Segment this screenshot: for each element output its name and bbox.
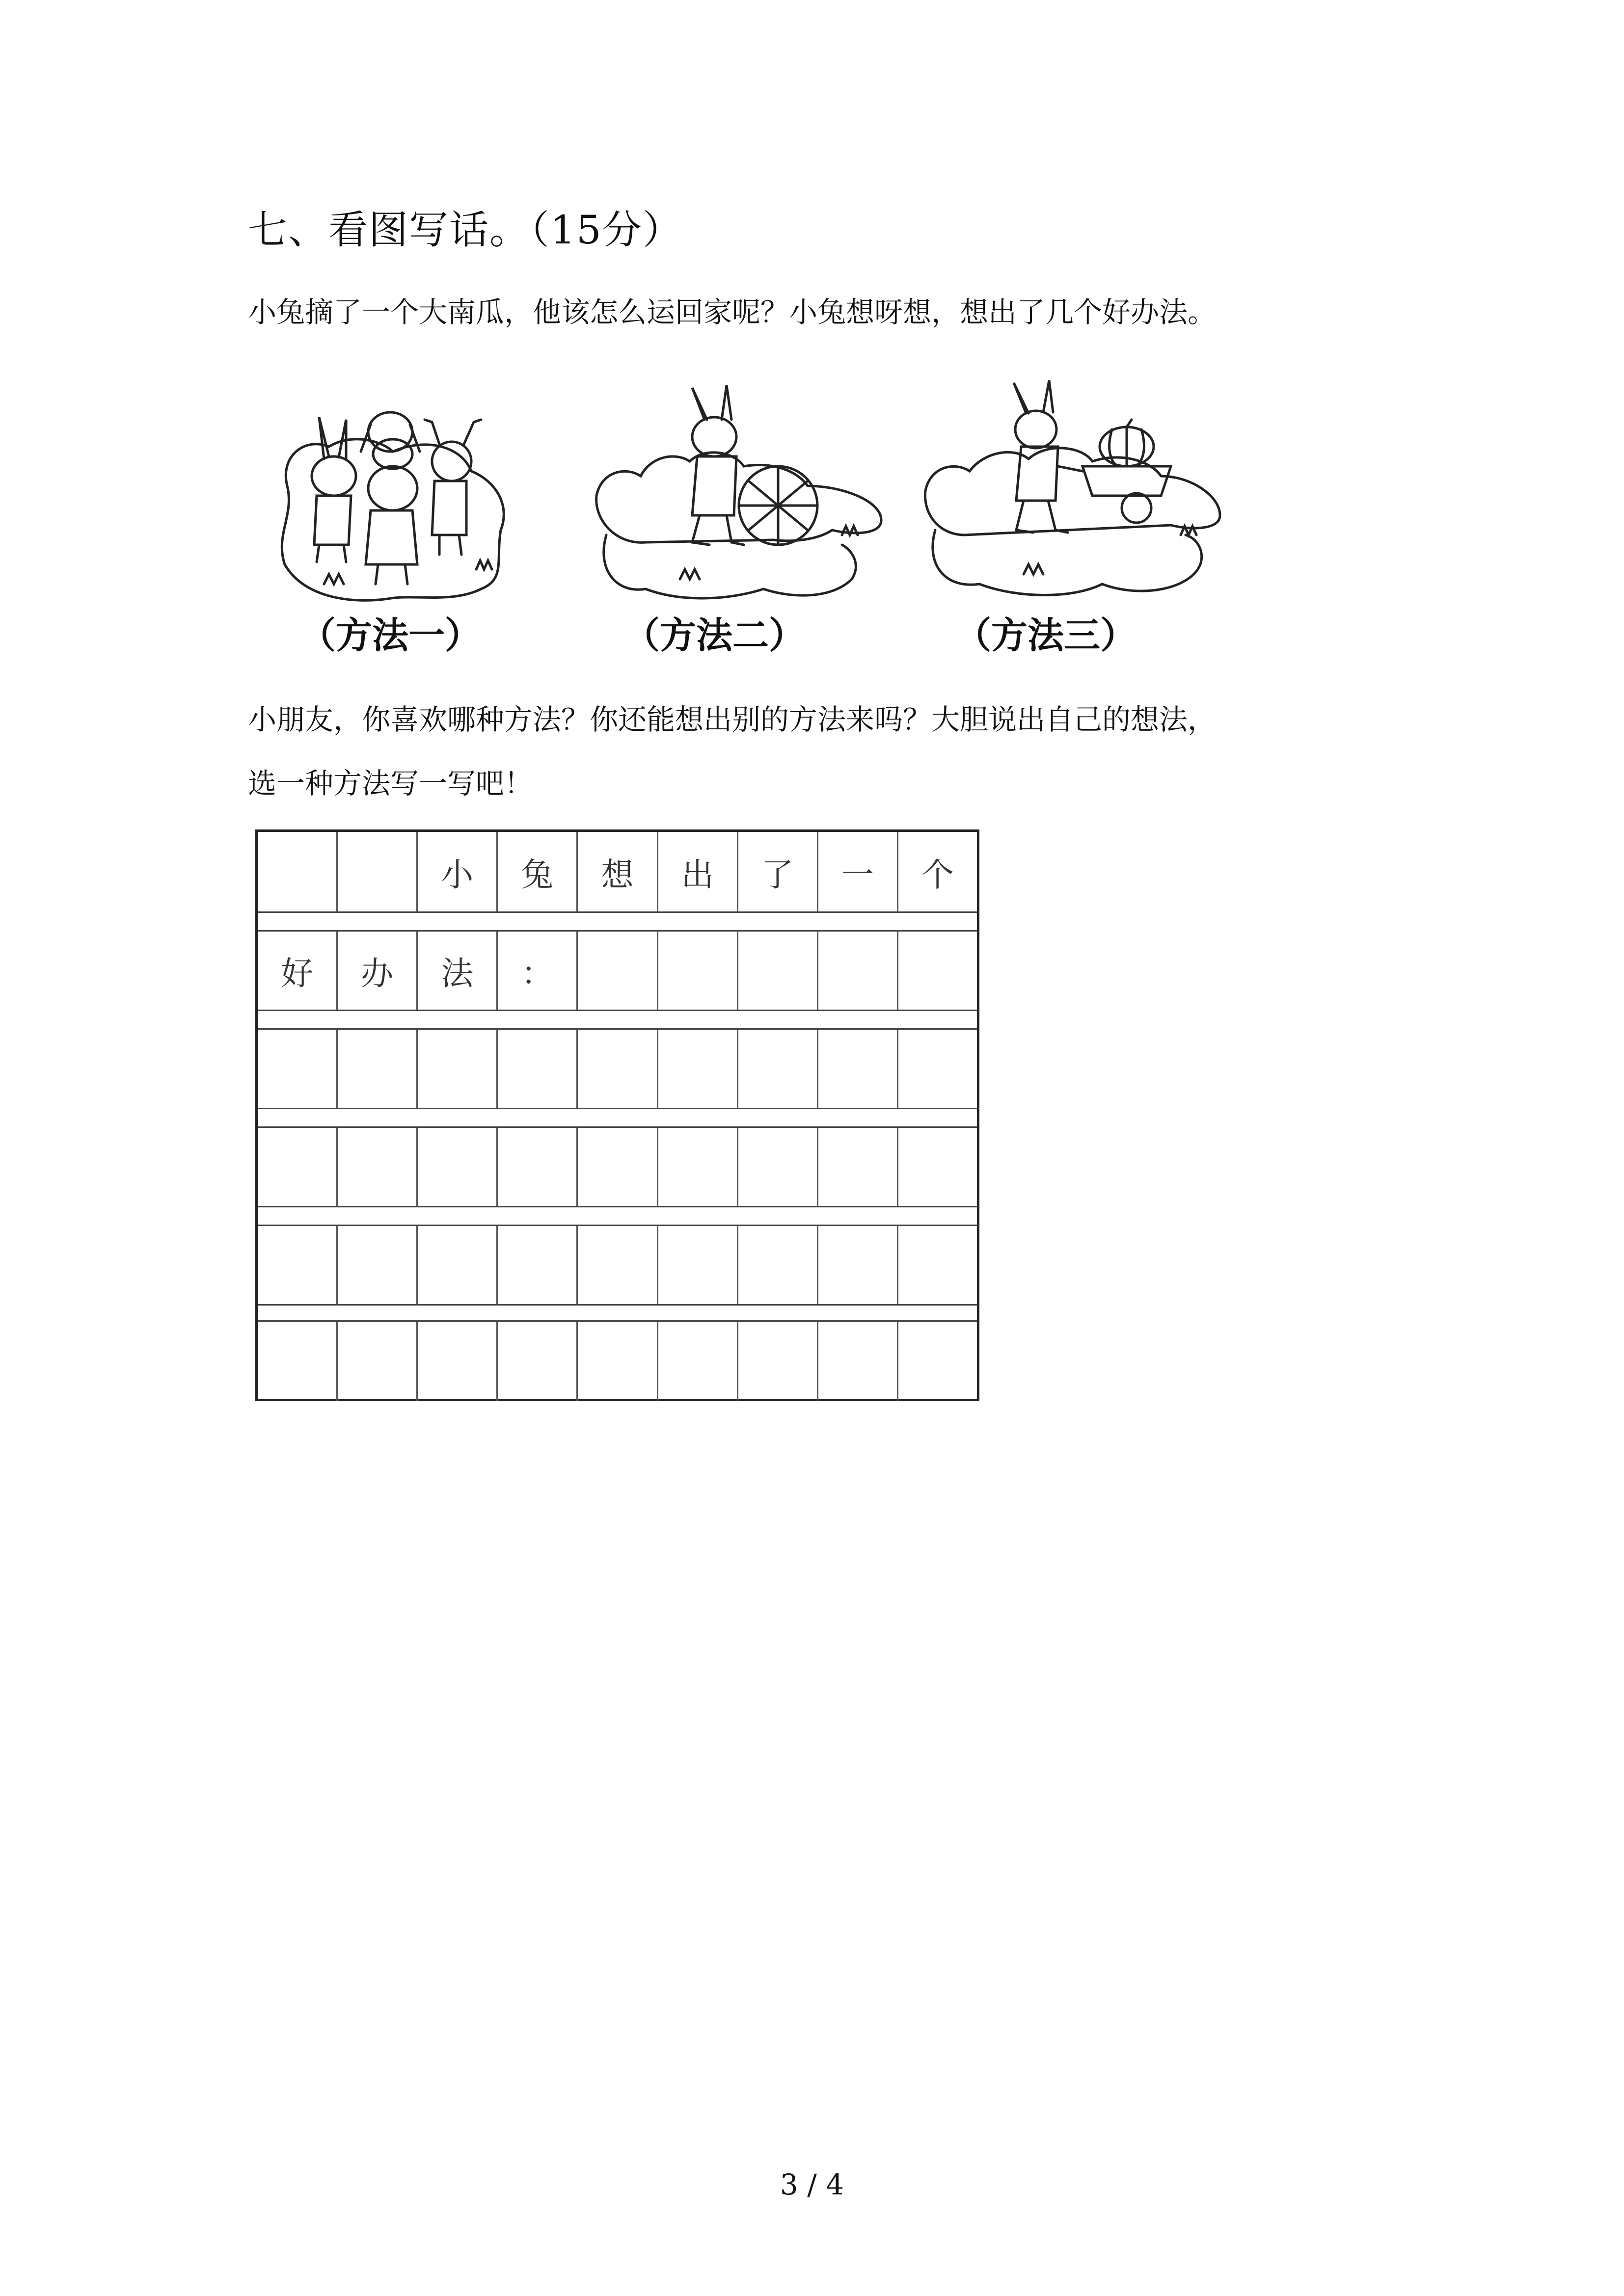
grid-cell[interactable] (817, 1030, 897, 1108)
grid-cell[interactable]: 兔 (496, 832, 576, 911)
grid-row (258, 1225, 977, 1306)
rabbit-rolling-pumpkin-illustration (587, 373, 901, 618)
page-number: 3 / 4 (780, 2168, 844, 2201)
grid-cell[interactable]: ： (496, 932, 576, 1010)
writing-grid (255, 829, 979, 1401)
grid-cell[interactable]: 个 (897, 832, 977, 911)
grid-cell[interactable] (258, 1322, 336, 1401)
grid-cell[interactable] (576, 1322, 656, 1401)
method-one-caption: （方法一） (299, 614, 481, 657)
grid-cell[interactable]: 办 (336, 932, 416, 1010)
grid-cell[interactable]: 小 (416, 832, 496, 911)
grid-cell[interactable] (336, 832, 416, 911)
rabbit-pushing-cart-illustration (916, 373, 1230, 618)
grid-cell[interactable] (897, 1322, 977, 1401)
grid-cell[interactable] (817, 1226, 897, 1304)
grid-cell[interactable] (416, 1030, 496, 1108)
grid-cell[interactable] (657, 1322, 737, 1401)
grid-cell[interactable] (336, 1128, 416, 1206)
rabbit-with-friends-illustration (265, 373, 579, 618)
method-three-caption: （方法三） (955, 614, 1137, 657)
grid-cell[interactable] (416, 1226, 496, 1304)
grid-cell[interactable] (336, 1226, 416, 1304)
grid-cell[interactable] (737, 1128, 817, 1206)
grid-row (258, 832, 977, 913)
grid-cell[interactable] (817, 1322, 897, 1401)
grid-cell[interactable]: 了 (737, 832, 817, 911)
grid-cell[interactable] (496, 1128, 576, 1206)
grid-cell[interactable] (737, 1322, 817, 1401)
grid-cell[interactable] (657, 1030, 737, 1108)
grid-cell[interactable] (657, 932, 737, 1010)
grid-cell[interactable] (416, 1322, 496, 1401)
method-two-caption: （方法二） (623, 614, 805, 657)
grid-cell[interactable] (258, 1226, 336, 1304)
grid-row (258, 1126, 977, 1207)
question-line-1: 小朋友，你喜欢哪种方法？你还能想出别的方法来吗？大胆说出自己的想法， (248, 703, 1217, 736)
grid-row (258, 1320, 977, 1401)
grid-cell[interactable] (258, 1030, 336, 1108)
grid-row (258, 930, 977, 1011)
grid-cell[interactable] (496, 1030, 576, 1108)
grid-cell[interactable]: 一 (817, 832, 897, 911)
grid-cell[interactable] (897, 1226, 977, 1304)
section-title: 七、看图写话。（15分） (248, 207, 683, 253)
grid-cell[interactable]: 法 (416, 932, 496, 1010)
grid-cell[interactable] (897, 1030, 977, 1108)
grid-cell[interactable]: 出 (657, 832, 737, 911)
grid-cell[interactable] (496, 1226, 576, 1304)
grid-cell[interactable] (657, 1128, 737, 1206)
grid-cell[interactable] (576, 1030, 656, 1108)
grid-cell[interactable] (336, 1322, 416, 1401)
grid-cell[interactable] (258, 1128, 336, 1206)
grid-cell[interactable] (657, 1226, 737, 1304)
question-line-2: 选一种方法写一写吧！ (248, 767, 533, 800)
grid-row (258, 1028, 977, 1109)
grid-cell[interactable] (817, 932, 897, 1010)
grid-cell[interactable]: 想 (576, 832, 656, 911)
grid-cell[interactable] (258, 832, 336, 911)
grid-cell[interactable] (576, 932, 656, 1010)
grid-cell[interactable] (737, 1226, 817, 1304)
grid-cell[interactable] (416, 1128, 496, 1206)
grid-cell[interactable] (336, 1030, 416, 1108)
grid-cell[interactable] (897, 932, 977, 1010)
grid-cell[interactable] (737, 932, 817, 1010)
grid-cell[interactable]: 好 (281, 955, 314, 992)
grid-cell[interactable] (576, 1128, 656, 1206)
grid-cell[interactable] (576, 1226, 656, 1304)
grid-cell[interactable] (817, 1128, 897, 1206)
grid-cell[interactable] (737, 1030, 817, 1108)
grid-cell[interactable] (897, 1128, 977, 1206)
grid-cell[interactable] (496, 1322, 576, 1401)
intro-text: 小兔摘了一个大南瓜，他该怎么运回家呢？小兔想呀想，想出了几个好办法。 (248, 295, 1217, 329)
